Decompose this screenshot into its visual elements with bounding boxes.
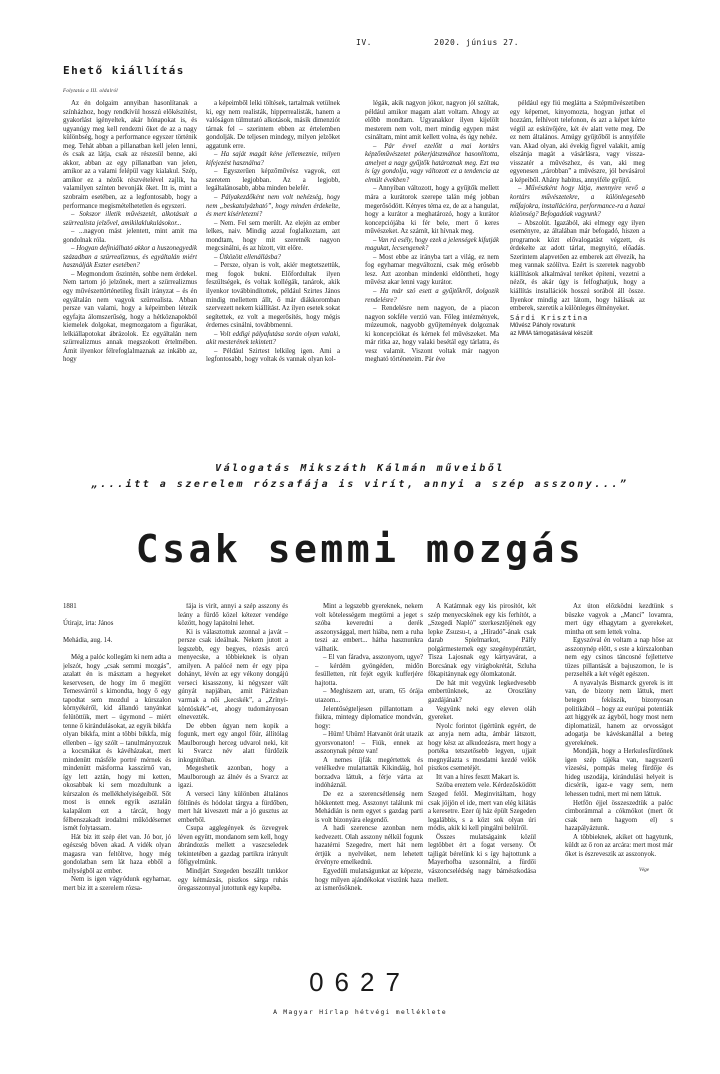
top-column-4-text (510, 100, 645, 314)
paragraph: – Megmondom őszintén, sohbe nem érdekel. Nem tartom jó jelzőnek, mert a szürrealizmus egy művészettörténetileg fixált irányzat – és én egyáltalán nem vagyok szürrealista. Abban persze van valami, hogy a képeimben létezik egyfajta álomszerűség, hogy a hétköznapokból kiemelek dolgokat, megmozgatom a figurákat, lelkiállapotokat ábrázolok. Ez egyáltalán nem szürrealizmus annak megszokott értelmében. Ámit ilyenkor félrefoglalmaznak az inkább az, hogy (63, 270, 197, 364)
paragraph: – Nem. Fel sem merült. Az elején az ember lelkes, naiv. Mindig azzal foglalkoztam, azt mondtam, hogy mit szeretnék nagyon megcsinálni, és az hízott, vitt előre. (206, 219, 340, 253)
paragraph: A hadi szerencse azonban nem kedvezett. Olah asszony nélkül fogunk hazatérni Szegedre, mert hát nem értjük a nyelvüket, nem lehetett érvényre emelkednü. (315, 825, 423, 867)
top-column-4 (510, 100, 645, 454)
paragraph: – Ütközött ellenállásba? (214, 253, 281, 261)
paragraph: Vegyünk neki egy eleven oláh gyereket. (428, 705, 536, 722)
feature-kicker: Válogatás Mikszáth Kálmán műveiből (215, 463, 505, 474)
paragraph: Szóba ereztem vele. Kérdezősködött Szeged felől. Meginvitáltam, hogy csak jöjjön el ide, mert van elég kilátás a keresetre. Ezer új ház épült Szegeden legalábbis, s a közt sok olyan úri módis, akik ki kell pingálni belülről. (428, 782, 536, 833)
paragraph: a képeimből lelki töltések, tartalmak vetülnek ki, egy nem realisták, hipperrealisták, hanem a valóságon túlmutató alkotások, másik dimenziót tárnak fel – szerintem ebben az értelemben gondolják. De teljesen mindegy, milyen jelzőket aggatunk erre. (206, 100, 340, 150)
paragraph: Mint a legszebb gyereknek, nekem volt kötelességem megtörni a jeget s szóba keveredni a derék asszonysággal, mert hiába, nem a ruha teszi az embert... hátha hasznunkra válhatik. (315, 603, 423, 653)
supplement-caption: A Magyar Hírlap hétvégi melléklete (273, 1008, 447, 1016)
bottom-column-3 (315, 603, 423, 913)
paragraph: A Katámnak egy kis pirosítót, két szép menyecskének egy kis ferhítót, a „Szegedi Napló” szerkesztőjének egy lepke Zsuzsu-t, a „Híradó”-ának csak darab Spielmarkot, Pálfy polgármesternek egy szegénypénztárt, Tisza Lajosnak egy kártyavárat, a Borcsának egy virágbokrétát, Szluha főkapitánynak egy ólomkatonát. (428, 603, 536, 679)
meta-place: Mehádia, aug. 14. (63, 637, 113, 645)
top-column-1 (63, 100, 197, 454)
paragraph: – Rendelésre nem nagyon, de a piacon nagyon sokféle verzió van. Főleg intézmények, múzeumok, nagyobb gyűjtemények dolgoznak ki koncepciókat és kérnek fel művészeket. Ma már ritka az, hogy valaki besétál egy tárlatra, és vesz valamit. Viszont voltak már nagyon megható történeteim. Pár éve (365, 305, 499, 364)
paragraph: – Persze, olyan is volt, akiér megtetszettük, meg fogok bukni. Előfordultak ilyen feszültségek, és voltak kollégák, tanárok, akik ilyenkor továbbindítottek, például Szirtes János mindig mellettem állt, ő már diákkoromban szervezett nekem kiállítást. Az ilyen esetek sokat segítettek, ez volt a megerősítés, hogy mégis érdemes csinálni, továbbmenni. (206, 262, 340, 330)
paragraph: – Volt eddigi pályafutása során olyan valaki, akit mesterének tekintett? (206, 330, 340, 347)
paragraph: Ki is választottuk azonnal a javát – persze csak ideálnak. Nekem jutott a legszebb, egy begyes, rózsás arcú menyecske, a többieknek is olyan amilyen. A palócé nem ér egy pipa dohányt, lévén az egy vékony dongájú verseci kisasszony, ki négyszer vált gúnyát napjában, amit Párizsban varrnak a női „kecskék”, a „Zrínyi-köntöskék”-et, ahogy tudományosan elnevezték. (178, 628, 288, 722)
paragraph: Itt van a híres fesztt Makart is. (436, 773, 520, 781)
paragraph: – Ha már szó esett a gyűjtőkről, dolgozik rendelésre? (365, 288, 499, 304)
paragraph: – Például Szirtest lelkileg igen. Ami a legfontosabb, hogy voltak és vannak olyan kol- (206, 347, 340, 364)
author-signature: Sárdi Krisztina (510, 313, 589, 322)
meta-year: 1881 (63, 603, 77, 610)
top-column-2 (206, 100, 340, 454)
paragraph: – Abszolút. Igazából, aki elmegy egy ilyen eseményre, az általában már befogadó, hiszen a programok közt elővalogatást végzett, és érdekelte az adott tárlat, megnyitó, előadás. Szerintem alapvetően az emberek azt élvezik, ha meg vannak szólítva. Ezért is szeretek nagyobb kiállítások alkalmával teréket építeni, vezetni a nézőt, és akár úgy is felfoghatjuk, hogy a kiállítás installációk hosszú sorából áll össze. Ilyenkor mindig azt látom, hogy hálásak az emberek, szeretik a különleges élményeket. (510, 219, 645, 313)
page-number: 0627 (309, 967, 411, 997)
paragraph: Csupa agglegények és özvegyek léven együtt, mondanom sem kell, hogy ábrándozás mellett a vaszcseledek tekintetében a gazdag partikra irányult főfigyelmünk. (178, 825, 288, 867)
paragraph: – El van fáradva, asszonyom, ugye? – kérdém gyöngéden, midőn fesülletten, rút fejét egyik kufferjére hajtotta. (315, 654, 423, 687)
paragraph: – Pár évvel ezelőtt a mai kortárs képzőművészetet pókerjátszmához hasonlította, amelyet a nagy gyűjtők határoznak meg. Ezt ma is így gondolja, vagy változott ez a tendencia az elmúlt években? (365, 142, 499, 184)
bottom-column-2 (178, 603, 288, 913)
section-title: Ehető kiállítás (63, 64, 185, 77)
paragraph: – Egyszerűen képzőművész vagyok, ezt szeretem legjobban. Az a legjobb, legáltalánosabb, abba minden belefér. (206, 168, 340, 193)
credits-line-1: Művész Páholy rovatunk (510, 323, 576, 330)
continued-note: Folytatás a III. oldalról (63, 89, 118, 94)
paragraph: A többieknek, akiket ott hagytunk, küldt az ő ron az arcára: mert most már őket is észreveszik az asszonyok. (565, 833, 673, 858)
meta-type: Útirajz, írta: János (63, 620, 114, 628)
paragraph: Nyolc forintot (igértünk egyért, de az anyja nem adta, ámbár látszott, hogy kész az alkudozásra, mert hogy a portéka tetszetősebb legyen, ujjait megnyálazta s mosdatni kezdé velök piszkos csemetéjét. (428, 722, 536, 773)
paragraph: – Ha saját magát kéne jellemeznie, milyen kifejezést használna? (206, 151, 340, 167)
paragraph: – Most ebbe az irányba tart a világ, ez nem fog egyhamar megváltozni, csak még erősebb lesz. Azt azonban mindenki eldöntheti, hogy művész akar lenni vagy kurátor. (365, 253, 499, 287)
paragraph: Nem is igen vágyódunk egyhamar, mert biz itt a szerelem rózsa- (63, 876, 171, 892)
paragraph: Még a palóc kollegám ki nem adta a jelszót, hogy „csak semmi mozgás”, azalatt én is másztam a hegyeket keservesen, de hogy ím ő megjött Temesvárról s kimondta, hogy ő egy tapodtat sem mozdul a kúrszalon környékéről, kid állandó tanyánkat felütöttük, mert – úgymond – miért tenne ő kirándulásokat, az egyik bikkfa olyan bikkfa, mint a többi bikkfa, míg ellenben – így szólt – tanulmányozzuk a kocsmákat és kávéházakat, mert mindenütt másféle portré mérnek és mindenütt másforma kasszírnő van, így lett aztán, hogy mi ketten, okosabbak ki sem mozdultunk a kúrszalon és mellékhelyiségeiből. Sőt most is ennek egyik asztalán kalapálom ezt a tárcát, hogy félbenszakadt irodalmi működésemet ismét folytassam. (63, 654, 171, 833)
paragraph: – Pályakezdőként nem volt nehézség, hogy nem „beskatulyázható”, hogy minden érdekelte, és mert kísérletezni? (206, 194, 340, 219)
paragraph: Az úton előzködni kezdtünk s büszke vagyok a „Manci” lovamra, mert úgy elhagytam a gyerekeket, mintha ott sem lettek volna. (565, 603, 673, 636)
paragraph: Egyszóval én voltam a nap hőse az asszonynép előtt, s este a kúrszalonban nem egy csinos táncosné fejlettetve tüzes pillantását a bajuszomon, le is perzselték a két végét egészen. (565, 637, 673, 679)
bottom-column-5 (565, 603, 673, 913)
paragraph: például egy fiú meglátta a Szépművészetiben egy képemet, kinyomozta, hogyan juthat el hozzám, felhívott telefonon, és azt a képet kérte végül az esküvőjére, két év alatt vette meg. De ez nem általános. Amúgy gyűjtőből is annyiféle van. Akad olyan, aki évekig figyel valakit, amíg elszánja magát a vásárlásra, vagy vissza-visszatér a művészhez, és van, aki meg egyenesen „rárobban” a művészre, jól bevásárol a képeiből. Ahány habitus, annyiféle gyűjtő. (510, 100, 645, 184)
paragraph: Mondják, hogy a Herkulesfürdőnek igen szép tájéka van, nagyszerű vízesési, pompás meleg fürdője és hideg uszodája, kirándulási helyeit is dicsérik, igaz-e vagy sem, nem lehessen tudni, mert mi nem láttuk. (565, 748, 673, 799)
paragraph: Hetfőn éjjel összeszedtük a palóc cimborámmal a cókmókot (mert őt csak nem hagyom el) s hazapályáztunk. (565, 799, 673, 833)
paragraph: – Meghiszem azt, uram, 65 órája utazom... (315, 688, 423, 705)
paragraph: – Hüm! Uhüm! Hatvanöt órát utazik gyorsvonaton! – Fiúk, ennek az asszonynak pénze van! (315, 731, 423, 756)
paragraph: A nemes íjfák megértettek és vetélkedve mulattatták Kikindáig, hol borzadva láttuk, a férje várta az indóháznál. (315, 756, 423, 790)
paragraph: Összes mulatságaink közül legtöbbet ért a fogat verseny. Öt tajligát bérelünk ki s így hajtottunk a Mayerhofba uzsonnálni, a fürdői vászoncselédség nagy bámészkodása mellett. (428, 833, 536, 884)
bottom-column-1 (63, 603, 171, 913)
paragraph: De ebben úgyan nem kopik a fogunk, mert egy angol főúr, állítólag Maulborough herceg udvarol neki, kit ki Svarcz név alatt fürdőzik inkognitóban. (178, 722, 288, 764)
issue-date: 2020. június 27. (434, 38, 520, 47)
paragraph: – Sokszor illetik művészetét, alkotásait a szürrealista jelzővel, amikilaklukulásokor... (63, 211, 197, 227)
paragraph: légák, akik nagyon jókor, nagyon jól szóltak, például amikor magam alatt voltam. Ahogy az előbb mondtam. Ugyanakkor ilyen kijelölt mesterem nem volt, mert mindig egypen mást csináltam, mint amit kellett volna, és úgy nehéz. (365, 100, 499, 142)
paragraph: fája is virít, annyi a szép asszony és leány a fürdő közel kétezer vendége között, hogy lapátolni lehet. (178, 603, 288, 628)
paragraph: Mindjárt Szegeden beszállt tunkkor egy kétmázsás, piszkos sárga ruhás öregasszonnyal jutottunk egy kupéba. (178, 867, 288, 893)
paragraph: Egyedüli mulatságunkat az képezte, hogy milyen ajándékokat viszünk haza az ismerősöknek. (315, 867, 423, 893)
paragraph: A verseci lány különben általános föltűnés és hódolat tárgya a fürdőben, mert hát kiveszett már a jó gusztus az emberből. (178, 791, 288, 824)
end-mark: Vége (639, 868, 649, 874)
top-column-3 (365, 100, 499, 454)
bottom-column-1-text (63, 654, 171, 893)
issue-number: IV. (356, 38, 372, 47)
paragraph: Hát biz itt szép élet van. Jó bor, jó egészség bőven akad. A vidék olyan magasra van feltöltve, hogy még gondolatban sem lát haza ebből a mélységből az ember. (63, 833, 171, 875)
paragraph: Megeshetik azonban, hogy a Maulborough az álnév és a Svarcz az igazi. (178, 765, 288, 790)
bottom-column-5-text (565, 603, 673, 859)
bottom-column-4 (428, 603, 536, 913)
paragraph: De hát mit vegyünk legkedvesebb embertünknek, az Oroszlány gazdájának? (428, 679, 536, 705)
paragraph: – ...nagyon mást jelentett, mint amit ma gondolnak róla. (63, 228, 197, 244)
feature-quote: „...itt a szerelem rózsafája is virít, annyi a szép asszony...” (91, 479, 629, 490)
paragraph: A nyavalyás Bismarck gyerek is itt van, de bizony nem láttuk, mert betegen feküszik, bizonyosan politikából – hogy az európai potentiák azt higgyék az ágyból, hogy most nem diplomatizál, hanem az orvosságot adogatja be kávéskanállal a beteg gyerekének. (565, 679, 673, 747)
feature-headline: Csak semmi mozgás (135, 527, 585, 571)
paragraph: Az én dolgaim annyiban hasonlítanak a színházhoz, hogy rendkívül hosszú előkészítést, gyakorlást igényeltek, akár hónapokat is, és ugyanúgy meg kell rendezni őket de az a nagy különbség, hogy a performance egyszer történik meg. Tehát abban a pillanatban kell jelen lenni, és csak az látja, csak az részesül benne, aki akkor, abban az egy pillanatban van jelen, amikor az a valami felépül vagy kialakul. Szép, amikor ez a nézők részvételével zajlik, ha valamilyen színten bevonják őket. Itt is, mint a szobraim esetében, az a legfontosabb, hogy a performance megismételhetetlen és egyszeri. (63, 100, 197, 210)
paragraph: Jelentőségteljesen pillantottam a fiúkra, mintegy diplomatice mondván, hogy: (315, 705, 423, 730)
paragraph: De ez a szerencsétlenség nem hökkentett meg. Asszonyt találunk mi Mehádián is nem egyet s gazdag parti is volt bizonyára elegendő. (315, 791, 423, 824)
credits-line-2: az MMA támogatásával készült (510, 331, 593, 338)
paragraph: – Művészként hogy látja, mennyire vevő a kortárs művészetekre, a különlegesebb műfajokra, installációra, performance-ra a hazai közönség? Befogadóak vagyunk? (510, 185, 645, 219)
paragraph: – Hogyan definiálható akkor a huszonegyedik században a szürrealizmus, és egyáltalán miért használják Eszter esetében? (63, 245, 197, 270)
paragraph: – Van rá esély, hogy ezek a jelenségek kifutják magukat, lecsengenek? (365, 236, 499, 253)
paragraph: – Annyiban változott, hogy a gyűjtők mellett mára a kurátorok szerepe talán még jobban megerősödött. Kényes téma ez, de az a hangulat, hogy a kurátor a meghatározó, hogy a kurátor koncepciójába ki fér bele, mert ő keres művészeket. Az számít, kit hívnak meg. (365, 185, 499, 236)
